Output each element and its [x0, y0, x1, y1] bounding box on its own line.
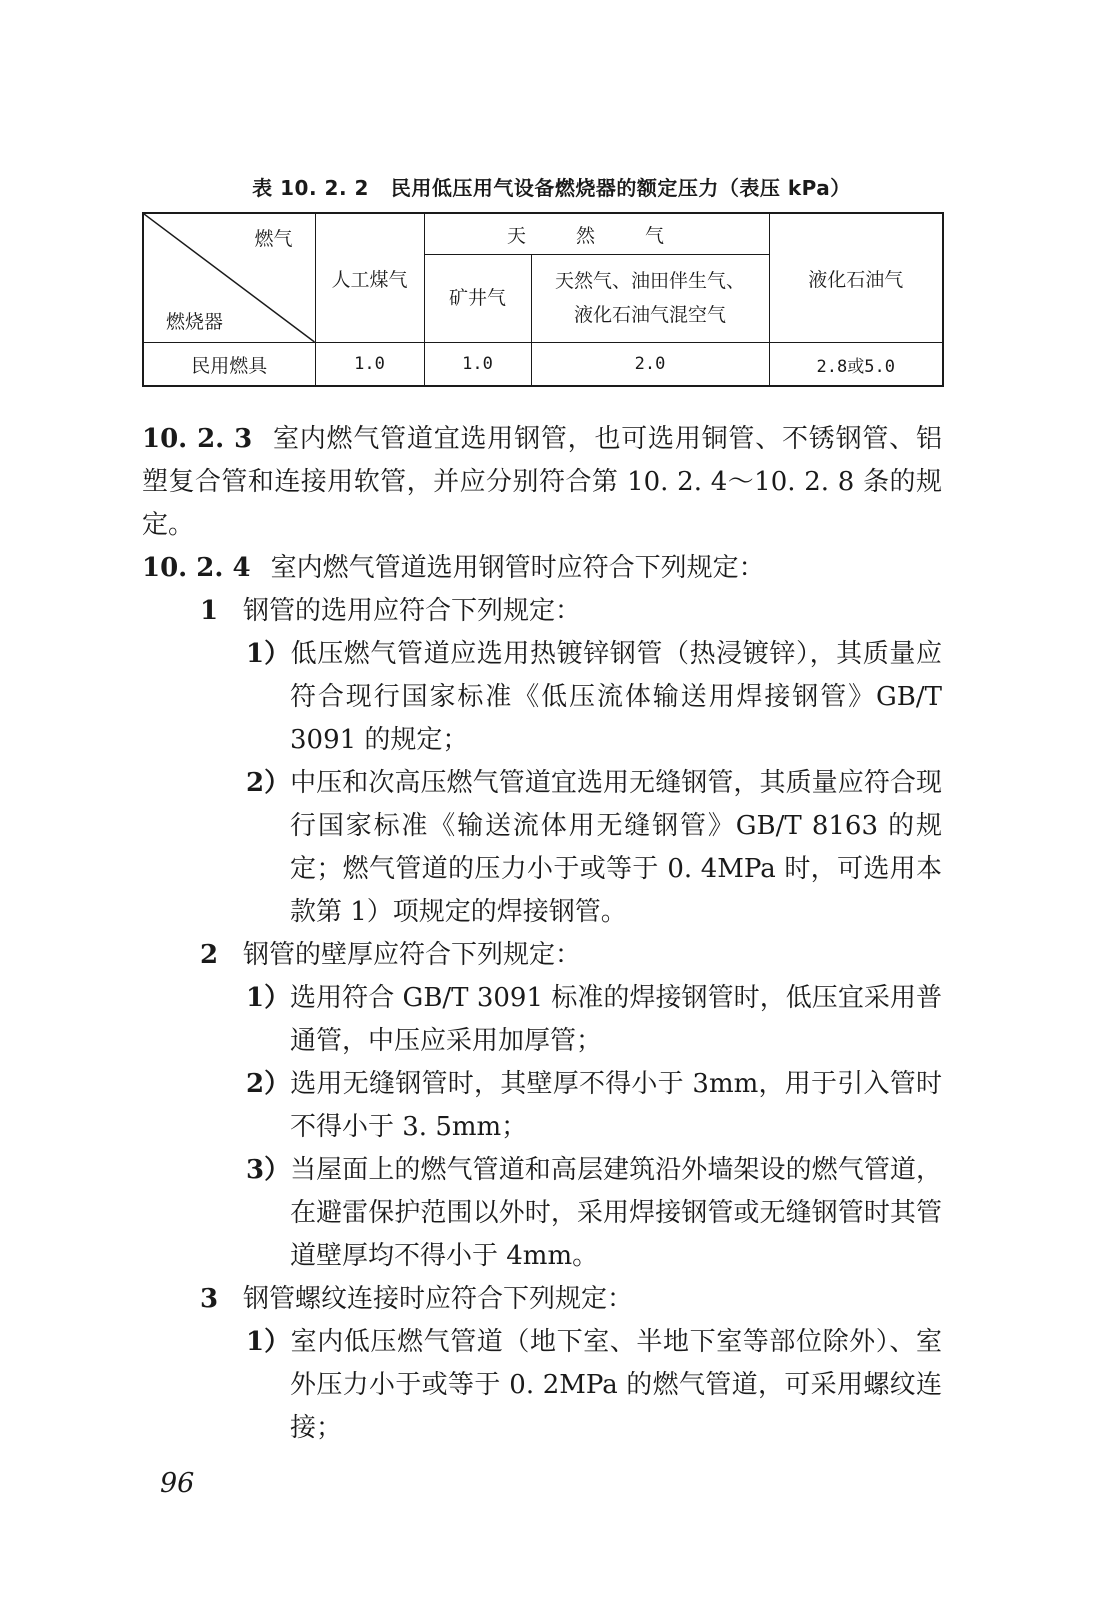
list-item [142, 977, 942, 1063]
header-natural-gas-group [424, 213, 769, 255]
list-item [142, 633, 942, 762]
header-mine-gas: 矿井气 [424, 255, 531, 343]
header-natural-gas-group-label: 天 然 气 [506, 224, 687, 247]
item-number: 1） [246, 983, 291, 1013]
item-text: 钢管的壁厚应符合下列规定： [243, 940, 582, 970]
item-number: 2） [246, 1069, 291, 1099]
body-text [142, 418, 942, 1450]
table-corner-cell [143, 213, 315, 343]
item-text: 选用符合 GB/T 3091 标准的焊接钢管时，低压宜采用普通管，中压应采用加厚管； [290, 983, 942, 1056]
item-text: 室内低压燃气管道（地下室、半地下室等部位除外）、室外压力小于或等于 0. 2MPa 的燃气管道，可采用螺纹连接； [290, 1327, 942, 1443]
value-artificial-gas: 1.0 [315, 343, 424, 387]
item-number: 1 [200, 596, 219, 626]
value-lpg: 2.8或5.0 [769, 343, 943, 387]
table-caption-title: 民用低压用气设备燃烧器的额定压力（表压 kPa） [390, 176, 851, 200]
header-natural-mix-line1: 天然气、油田伴生气、 [554, 270, 745, 293]
corner-label-burner: 燃烧器 [166, 311, 224, 333]
item-text: 选用无缝钢管时，其壁厚不得小于 3mm，用于引入管时不得小于 3. 5mm； [290, 1069, 942, 1142]
corner-label-gas: 燃气 [254, 228, 293, 250]
clause-number: 10. 2. 4 [142, 553, 251, 583]
item-text: 钢管螺纹连接时应符合下列规定： [243, 1284, 634, 1314]
clause-10-2-3 [142, 418, 942, 547]
list-item [142, 1149, 942, 1278]
item-text: 当屋面上的燃气管道和高层建筑沿外墙架设的燃气管道，在避雷保护范围以外时，采用焊接钢管或无缝钢管时其管道壁厚均不得小于 4mm。 [290, 1155, 942, 1271]
list-item [142, 1321, 942, 1450]
value-natural-mix: 2.0 [531, 343, 769, 387]
table-row [143, 343, 943, 387]
rated-pressure-table [142, 212, 944, 387]
item-number: 3） [246, 1155, 291, 1185]
clause-10-2-4 [142, 547, 942, 590]
list-item [142, 590, 942, 633]
item-text: 低压燃气管道应选用热镀锌钢管（热浸镀锌），其质量应符合现行国家标准《低压流体输送用焊接钢管》GB/T 3091 的规定； [290, 639, 942, 755]
clause-number: 10. 2. 3 [142, 424, 253, 454]
list-item [142, 934, 942, 977]
list-item [142, 762, 942, 934]
item-number: 2 [200, 940, 219, 970]
header-natural-mix-line2: 液化石油气混空气 [573, 303, 726, 326]
value-mine-gas: 1.0 [424, 343, 531, 387]
item-text: 钢管的选用应符合下列规定： [243, 596, 582, 626]
table-caption [0, 172, 1103, 201]
header-lpg: 液化石油气 [769, 213, 943, 343]
item-number: 3 [200, 1284, 219, 1314]
item-text: 中压和次高压燃气管道宜选用无缝钢管，其质量应符合现行国家标准《输送流体用无缝钢管》GB/T 8163 的规定；燃气管道的压力小于或等于 0. 4MPa 时，可选用本款第 1）项规定的焊接钢管。 [290, 768, 942, 927]
header-artificial-gas: 人工煤气 [315, 213, 424, 343]
item-number: 1） [246, 639, 291, 669]
row-label-domestic-appliance: 民用燃具 [143, 343, 315, 387]
page-number: 96 [160, 1468, 195, 1499]
header-natural-mix [531, 255, 769, 343]
item-number: 1） [246, 1327, 291, 1357]
item-number: 2） [246, 768, 291, 798]
table-header-row-1 [143, 213, 943, 255]
list-item [142, 1063, 942, 1149]
clause-text: 室内燃气管道宜选用钢管，也可选用铜管、不锈钢管、铝塑复合管和连接用软管，并应分别符合第 10. 2. 4～10. 2. 8 条的规定。 [142, 424, 942, 540]
table-caption-number: 表 10. 2. 2 [252, 176, 369, 200]
list-item [142, 1278, 942, 1321]
clause-text: 室内燃气管道选用钢管时应符合下列规定： [270, 553, 765, 583]
